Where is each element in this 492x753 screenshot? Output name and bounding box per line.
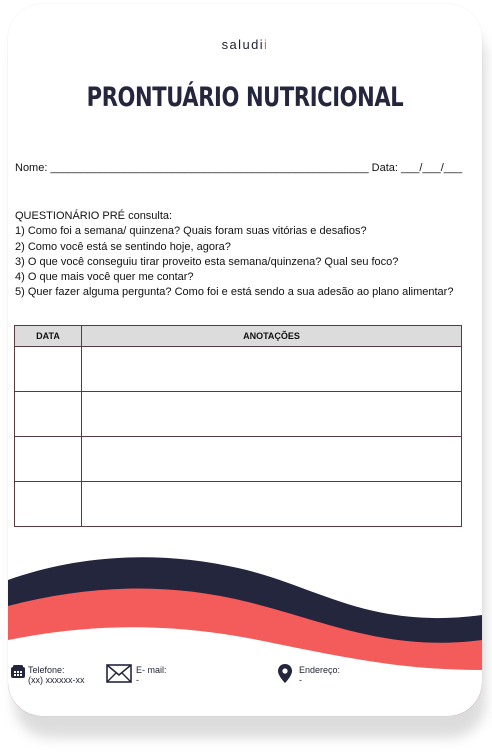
table-header-row bbox=[15, 326, 462, 347]
notes-cell[interactable] bbox=[82, 347, 462, 392]
table-row bbox=[15, 392, 462, 437]
question-2: 2) Como você está se sentindo hoje, agora? bbox=[15, 240, 231, 253]
notes-cell[interactable] bbox=[82, 437, 462, 482]
page-title: PRONTUÁRIO NUTRICIONAL bbox=[86, 82, 404, 113]
table-row bbox=[15, 347, 462, 392]
email-label: E- mail: bbox=[136, 665, 167, 675]
brand-logo-text: saludi bbox=[221, 37, 265, 52]
document-page bbox=[8, 4, 482, 716]
questionnaire-heading: QUESTIONÁRIO PRÉ consulta: bbox=[15, 210, 173, 222]
table-row bbox=[15, 482, 462, 527]
phone-value: (xx) xxxxxx-xx bbox=[28, 675, 85, 685]
notes-cell[interactable] bbox=[82, 482, 462, 527]
date-cell[interactable] bbox=[15, 347, 82, 392]
question-4: 4) O que mais você quer me contar? bbox=[15, 271, 194, 284]
notes-table bbox=[14, 325, 462, 527]
address-value: - bbox=[299, 675, 302, 685]
header-data: DATA bbox=[15, 326, 82, 347]
question-5: 5) Quer fazer alguma pergunta? Como foi e está sendo a sua adesão ao plano alimentar? bbox=[15, 286, 454, 299]
brand-logo-accent: i bbox=[264, 37, 269, 52]
question-1: 1) Como foi a semana/ quinzena? Quais foram suas vitórias e desafios? bbox=[15, 225, 367, 238]
questionnaire bbox=[15, 209, 481, 301]
envelope-icon bbox=[106, 664, 132, 684]
notes-cell[interactable] bbox=[82, 392, 462, 437]
date-cell[interactable] bbox=[15, 392, 82, 437]
name-date-line: Nome: ____________________________________________________ Data: ___/___/___ bbox=[15, 162, 463, 174]
table-row bbox=[15, 437, 462, 482]
header-anotacoes: ANOTAÇÕES bbox=[82, 326, 462, 347]
decorative-wave bbox=[8, 540, 482, 716]
location-pin-icon bbox=[278, 664, 292, 684]
brand-logo bbox=[8, 37, 482, 52]
phone-icon bbox=[10, 664, 26, 680]
date-cell[interactable] bbox=[15, 437, 82, 482]
email-value: - bbox=[136, 675, 139, 685]
phone-label: Telefone: bbox=[28, 665, 65, 675]
date-cell[interactable] bbox=[15, 482, 82, 527]
address-label: Endereço: bbox=[299, 665, 341, 675]
question-3: 3) O que você conseguiu tirar proveito esta semana/quinzena? Qual seu foco? bbox=[15, 255, 399, 268]
